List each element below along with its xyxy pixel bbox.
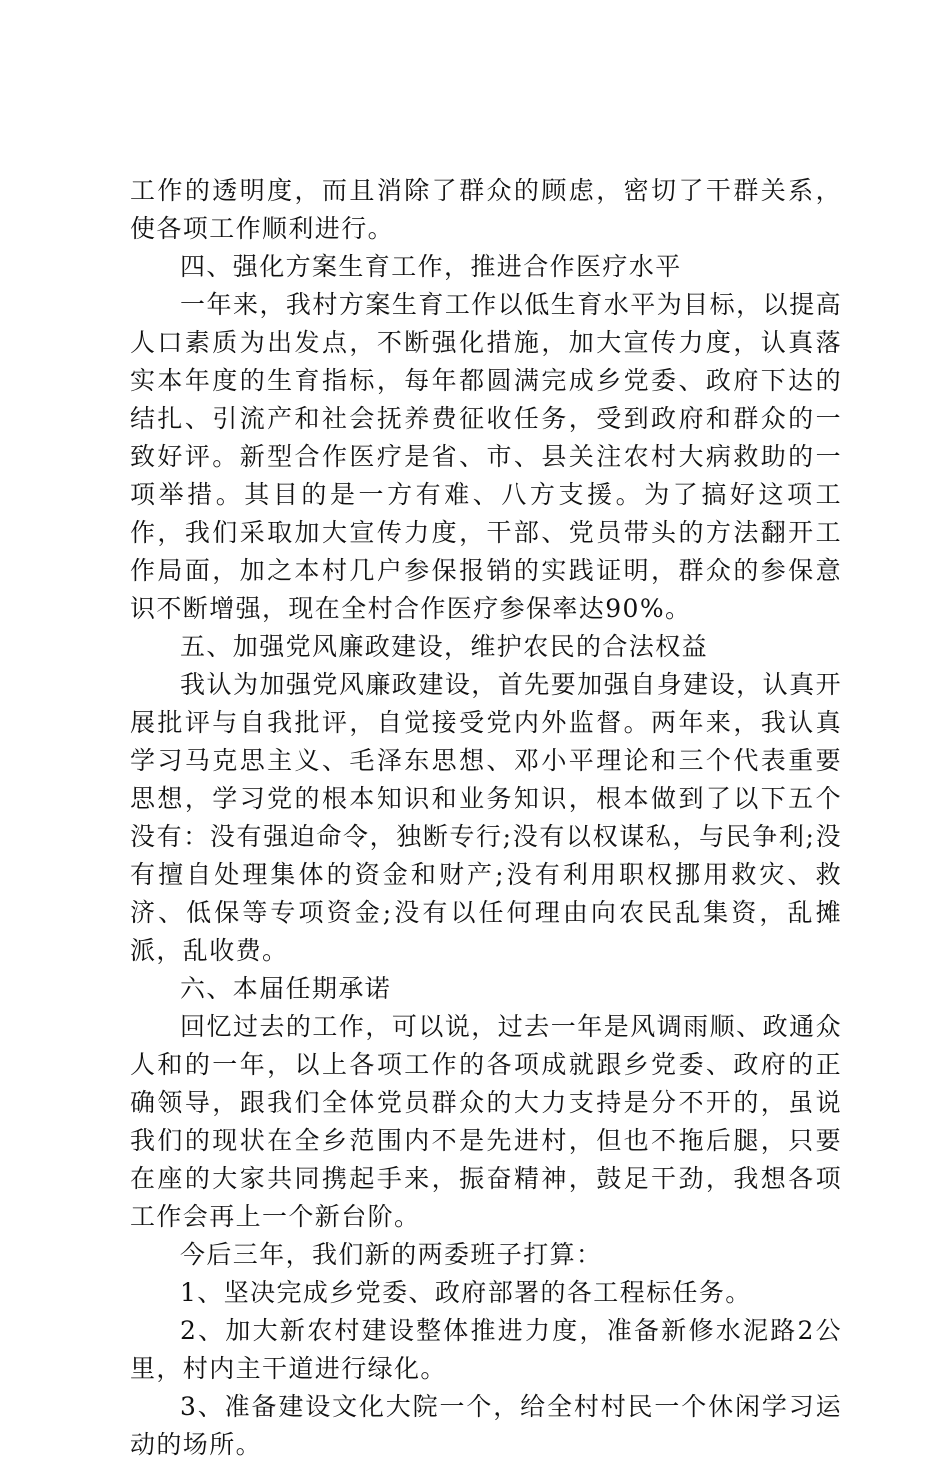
paragraph-review: 回忆过去的工作，可以说，过去一年是风调雨顺、政通众人和的一年，以上各项工作的各项成就跟乡党委、政府的正确领导，跟我们全体党员群众的大力支持是分不开的，虽说我们的现状在全乡范围内不是先进村，但也不拖后腿，只要在座的大家共同携起手来，振奋精神，鼓足干劲，我想各项工作会再上一个新台阶。: [130, 1012, 842, 1231]
paragraph-intro-continuation: 工作的透明度，而且消除了群众的顾虑，密切了干群关系，使各项工作顺利进行。: [130, 176, 842, 243]
section-heading-5: 五、加强党风廉政建设，维护农民的合法权益: [180, 632, 709, 661]
list-item-2: 2、加大新农村建设整体推进力度，准备新修水泥路2公里，村内主干道进行绿化。: [130, 1316, 842, 1383]
list-item-3: 3、准备建设文化大院一个，给全村村民一个休闲学习运动的场所。: [130, 1392, 842, 1459]
paragraph-integrity: 我认为加强党风廉政建设，首先要加强自身建设，认真开展批评与自我批评，自觉接受党内外监督。两年来，我认真学习马克思主义、毛泽东思想、邓小平理论和三个代表重要思想，学习党的根本知识和业务知识，根本做到了以下五个没有：没有强迫命令，独断专行;没有以权谋私，与民争利;没有擅自处理集体的资金和财产;没有利用职权挪用救灾、救济、低保等专项资金;没有以任何理由向农民乱集资，乱摊派，乱收费。: [130, 670, 842, 965]
section-heading-4: 四、强化方案生育工作，推进合作医疗水平: [180, 252, 682, 281]
paragraph-family-planning: 一年来，我村方案生育工作以低生育水平为目标，以提高人口素质为出发点，不断强化措施，加大宣传力度，认真落实本年度的生育指标，每年都圆满完成乡党委、政府下达的结扎、引流产和社会抚养费征收任务，受到政府和群众的一致好评。新型合作医疗是省、市、县关注农村大病救助的一项举措。其目的是一方有难、八方支援。为了搞好这项工作，我们采取加大宣传力度，干部、党员带头的方法翻开工作局面，加之本村几户参保报销的实践证明，群众的参保意识不断增强，现在全村合作医疗参保率达90%。: [130, 290, 842, 623]
paragraph-plan-intro: 今后三年，我们新的两委班子打算：: [180, 1240, 603, 1269]
document-body: [130, 172, 842, 1464]
section-heading-6: 六、本届任期承诺: [180, 974, 392, 1003]
list-item-1: 1、坚决完成乡党委、政府部署的各工程标任务。: [180, 1278, 752, 1307]
